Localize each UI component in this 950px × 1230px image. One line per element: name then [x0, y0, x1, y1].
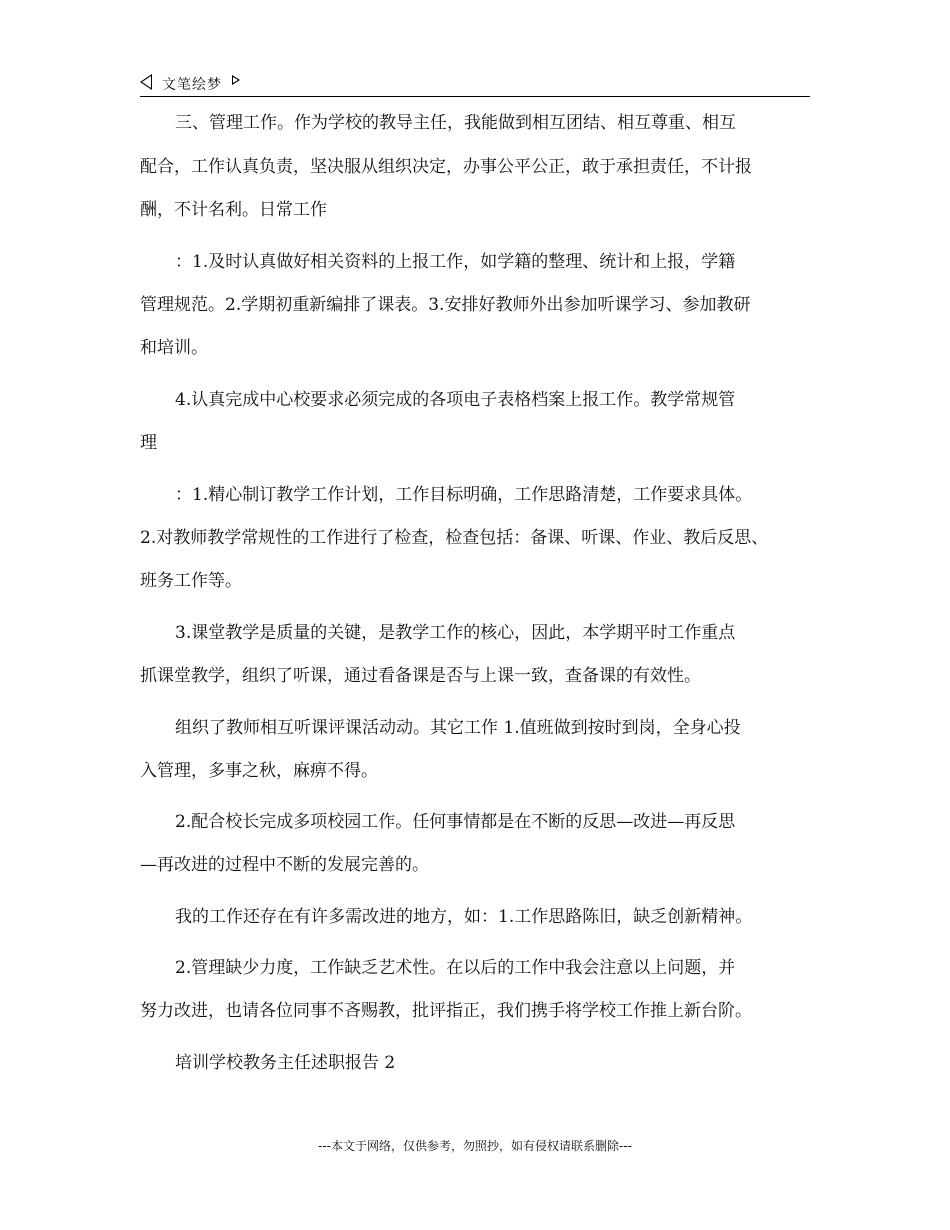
body-line: 理: [140, 433, 157, 453]
body-line: 抓课堂教学，组织了听课，通过看备课是否与上课一致，查备课的有效性。: [140, 666, 701, 686]
body-line: 组织了教师相互听课评课活动动。其它工作 1.值班做到按时到岗，全身心投: [175, 718, 741, 738]
body-line: 管理规范。2.学期初重新编排了课表。3.安排好教师外出参加听课学习、参加教研: [140, 295, 751, 315]
body-line: 3.课堂教学是质量的关键，是教学工作的核心，因此，本学期平时工作重点: [175, 623, 736, 643]
section-title: 培训学校教务主任述职报告 2: [175, 1053, 396, 1073]
page-header: [140, 72, 810, 97]
page-footer: ---本文于网络，仅供参考，勿照抄，如有侵权请联系删除---: [318, 1139, 632, 1153]
triangle-left-icon: [140, 74, 152, 90]
body-line: 我的工作还存在有许多需改进的地方，如：1.工作思路陈旧，缺乏创新精神。: [175, 907, 753, 927]
body-line: 2.配合校长完成多项校园工作。任何事情都是在不断的反思—改进—再反思: [175, 812, 736, 832]
body-line: 配合，工作认真负责，坚决服从组织决定，办事公平公正，敢于承担责任，不计报: [140, 157, 752, 177]
body-line: 2.管理缺少力度，工作缺乏艺术性。在以后的工作中我会注意以上问题，并: [175, 958, 736, 978]
body-line: 酬，不计名利。日常工作: [140, 200, 327, 220]
body-line: ：1.精心制订教学工作计划，工作目标明确，工作思路清楚，工作要求具体。: [175, 485, 753, 505]
body-line: 4.认真完成中心校要求必须完成的各项电子表格档案上报工作。教学常规管: [175, 390, 736, 410]
body-line: 入管理，多事之秋，麻痹不得。: [140, 761, 378, 781]
body-line: 努力改进，也请各位同事不吝赐教，批评指正，我们携手将学校工作推上新台阶。: [140, 1001, 752, 1021]
body-line: ：1.及时认真做好相关资料的上报工作，如学籍的整理、统计和上报，学籍: [175, 252, 736, 272]
body-line: 和培训。: [140, 338, 208, 358]
header-brand: 文笔绘梦: [162, 77, 222, 93]
triangle-right-icon: [232, 75, 240, 85]
body-line: —再改进的过程中不断的发展完善的。: [140, 855, 429, 875]
body-line: 班务工作等。: [140, 571, 242, 591]
body-line: 2.对教师教学常规性的工作进行了检查，检查包括：备课、听课、作业、教后反思、: [140, 528, 769, 548]
body-line: 三、管理工作。作为学校的教导主任，我能做到相互团结、相互尊重、相互: [175, 113, 736, 133]
